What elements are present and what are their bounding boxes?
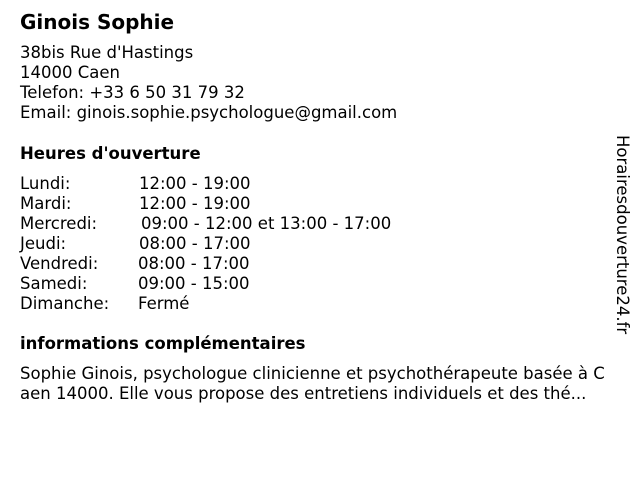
phone-number[interactable]: Telefon: +33 6 50 31 79 32 [20,83,245,102]
day-label: Dimanche: [20,294,110,313]
time-value: 09:00 - 15:00 [138,274,250,293]
time-value: 08:00 - 17:00 [139,234,251,253]
description-line-2: aen 14000. Elle vous propose des entretiens individuels et des thé... [20,384,587,403]
hours-table [20,174,440,314]
day-label: Lundi: [20,174,71,193]
info-description [20,364,640,404]
time-value: 09:00 - 12:00 et 13:00 - 17:00 [141,214,392,233]
watermark-text: Horairesdouverture24.fr [613,135,632,335]
day-label: Samedi: [20,274,88,293]
address-city: 14000 Caen [20,63,120,82]
business-name: Ginois Sophie [20,10,175,34]
info-heading: informations complémentaires [20,334,306,353]
description-line-1: Sophie Ginois, psychologue clinicienne et psychothérapeute basée à C [20,364,605,383]
address-street: 38bis Rue d'Hastings [20,43,194,62]
hours-row-lundi [20,174,440,194]
hours-row-mercredi [20,214,440,234]
day-label: Mardi: [20,194,72,213]
hours-row-jeudi [20,234,440,254]
hours-row-dimanche [20,294,440,314]
time-value: Fermé [138,294,190,313]
email-address[interactable]: Email: ginois.sophie.psychologue@gmail.com [20,103,398,122]
time-value: 12:00 - 19:00 [139,194,251,213]
day-label: Vendredi: [20,254,99,273]
hours-row-mardi [20,194,440,214]
hours-heading: Heures d'ouverture [20,144,201,163]
hours-row-vendredi [20,254,440,274]
time-value: 08:00 - 17:00 [138,254,250,273]
day-label: Jeudi: [20,234,67,253]
time-value: 12:00 - 19:00 [139,174,251,193]
day-label: Mercredi: [20,214,98,233]
hours-row-samedi [20,274,440,294]
contact-block [20,43,397,123]
